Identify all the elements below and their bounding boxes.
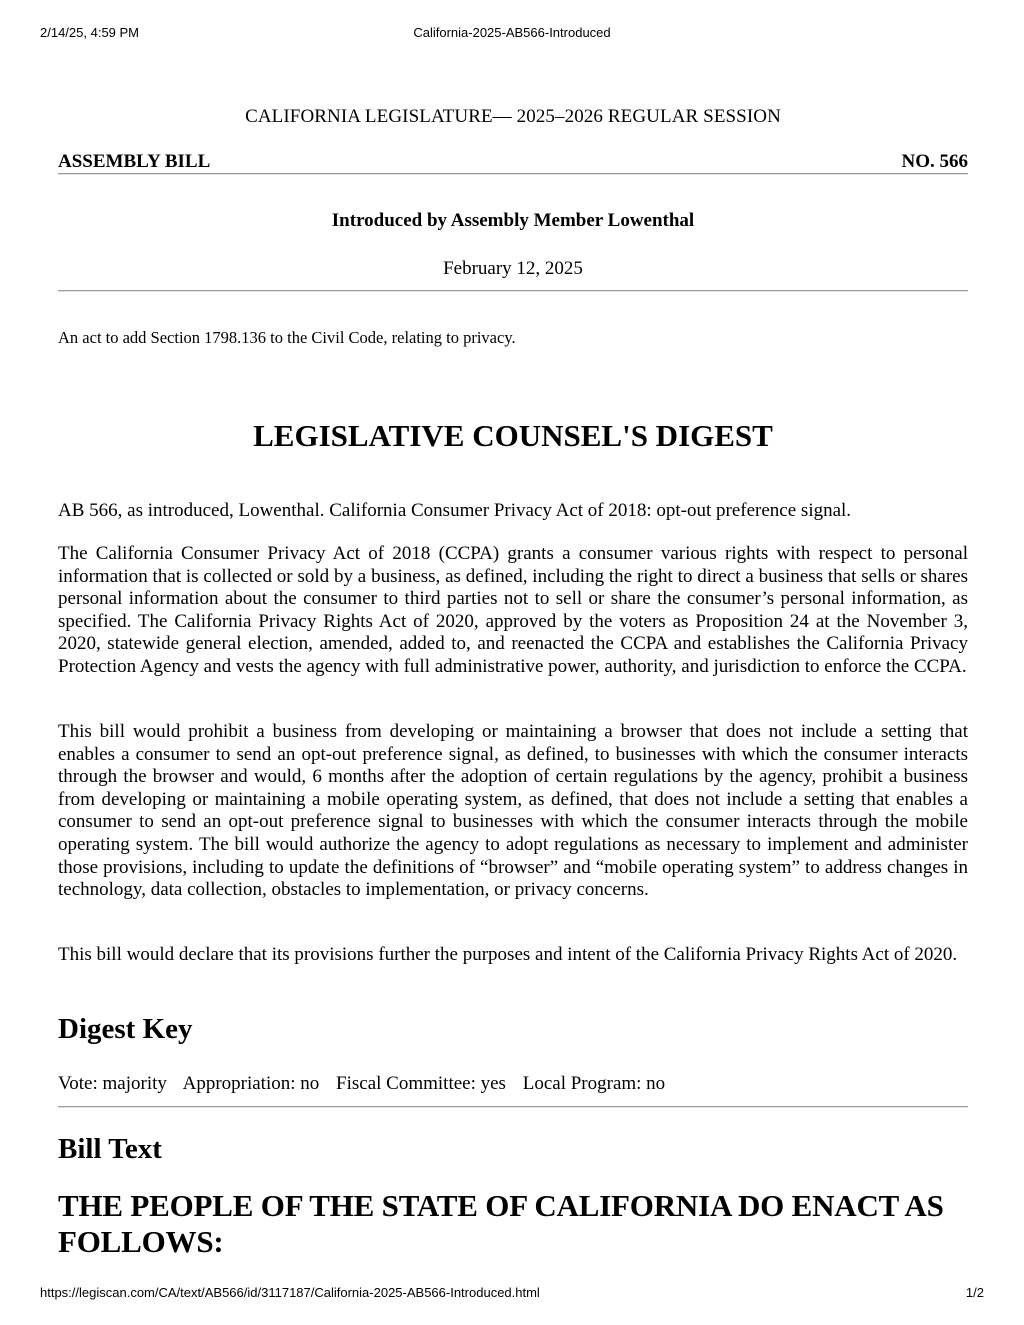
- act-title: An act to add Section 1798.136 to the Civil Code, relating to privacy.: [58, 328, 516, 347]
- print-footer: [40, 1285, 984, 1303]
- enacting-clause: THE PEOPLE OF THE STATE OF CALIFORNIA DO ENACT AS FOLLOWS:: [58, 1188, 944, 1259]
- introduced-by: Introduced by Assembly Member Lowenthal: [331, 210, 695, 231]
- digest-heading: LEGISLATIVE COUNSEL'S DIGEST: [253, 418, 773, 453]
- digest-paragraph: This bill would prohibit a business from developing or maintaining a browser that does not include a setting that enables a consumer to send an opt-out preference signal, as defined, to businesses with which the consumer interacts through the browser and would, 6 months after the adoption of certain regulations by the agency, prohibit a business from developing or maintaining a mobile operating system, as defined, that does not include a setting that enables a consumer to send an opt-out preference signal to businesses with which the consumer interacts through the mobile operating system. The bill would authorize the agency to adopt regulations as necessary to implement and administer those provisions, including to update the definitions of “browser” and “mobile operating system” to address changes in technology, data collection, obstacles to implementation, or privacy concerns.: [58, 721, 968, 901]
- page-number: 1/2: [965, 1285, 984, 1300]
- digest-key-fiscal-committee: Fiscal Committee: yes: [336, 1073, 506, 1094]
- bill-type: ASSEMBLY BILL: [58, 151, 211, 172]
- digest-key-appropriation: Appropriation: no: [182, 1073, 320, 1094]
- digest-paragraph: The California Consumer Privacy Act of 2018 (CCPA) grants a consumer various rights with respect to personal information that is collected or sold by a business, as defined, including the right to direct a business that sells or shares personal information about the consumer to third parties not to sell or share the consumer’s personal information, as specified. The California Privacy Rights Act of 2020, approved by the voters as Proposition 24 at the November 3, 2020, statewide general election, amended, added to, and reenacted the CCPA and establishes the California Privacy Protection Agency and vests the agency with full administrative power, authority, and jurisdiction to enforce the CCPA.: [58, 543, 968, 677]
- page-url: https://legiscan.com/CA/text/AB566/id/3117187/California-2025-AB566-Introduced.html: [40, 1285, 540, 1300]
- digest-key-local-program: Local Program: no: [522, 1073, 666, 1094]
- divider: [58, 1106, 968, 1108]
- divider: [58, 290, 968, 292]
- digest-paragraph: This bill would declare that its provisions further the purposes and intent of the California Privacy Rights Act of 2020.: [58, 944, 958, 965]
- digest-key-heading: Digest Key: [58, 1013, 193, 1045]
- bill-text-heading: Bill Text: [58, 1133, 162, 1165]
- print-doc-title: California-2025-AB566-Introduced: [413, 25, 611, 40]
- bill-number: NO. 566: [901, 151, 968, 172]
- bill-identifier-row: [58, 151, 968, 175]
- divider: [58, 173, 968, 175]
- digest-key-vote: Vote: majority: [58, 1073, 167, 1094]
- print-datetime: 2/14/25, 4:59 PM: [40, 25, 140, 40]
- digest-key-row: [58, 1073, 968, 1095]
- print-header: [40, 25, 984, 43]
- introduction-date: February 12, 2025: [443, 258, 583, 279]
- digest-summary: AB 566, as introduced, Lowenthal. California Consumer Privacy Act of 2018: opt-out preference signal.: [58, 500, 852, 521]
- session-title: CALIFORNIA LEGISLATURE— 2025–2026 REGULAR SESSION: [245, 106, 781, 127]
